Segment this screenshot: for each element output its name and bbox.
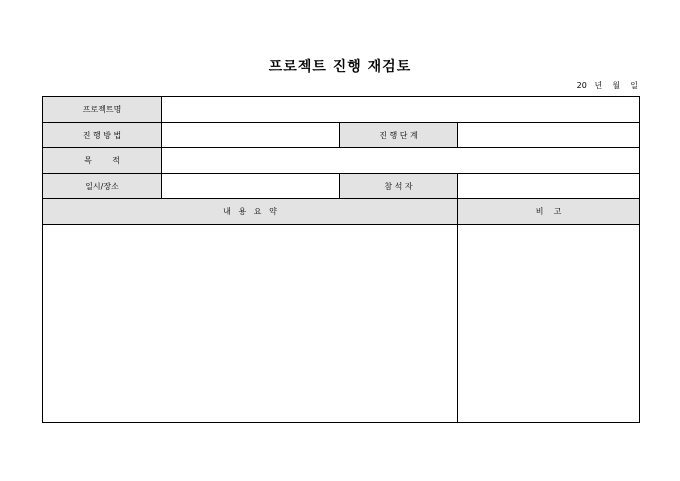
review-form-table [42, 96, 640, 423]
stage-label: 진 행 단 계 [340, 123, 458, 148]
summary-header: 내 용 요 약 [43, 199, 458, 225]
project-name-field[interactable] [162, 97, 640, 123]
stage-field[interactable] [458, 123, 640, 148]
document-title: 프로젝트 진행 재검토 [268, 59, 412, 75]
purpose-field[interactable] [162, 148, 640, 174]
datetime-place-field[interactable] [162, 174, 340, 199]
summary-field[interactable] [43, 225, 458, 423]
remarks-header: 비 고 [458, 199, 640, 225]
date-line: 20 년 월 일 [576, 81, 638, 90]
remarks-field[interactable] [458, 225, 640, 423]
attendees-label: 참 석 자 [340, 174, 458, 199]
project-name-label: 프로젝트명 [43, 97, 162, 123]
purpose-label: 목 적 [43, 148, 162, 174]
method-field[interactable] [162, 123, 340, 148]
datetime-place-label: 일시/장소 [43, 174, 162, 199]
method-label: 진 행 방 법 [43, 123, 162, 148]
attendees-field[interactable] [458, 174, 640, 199]
